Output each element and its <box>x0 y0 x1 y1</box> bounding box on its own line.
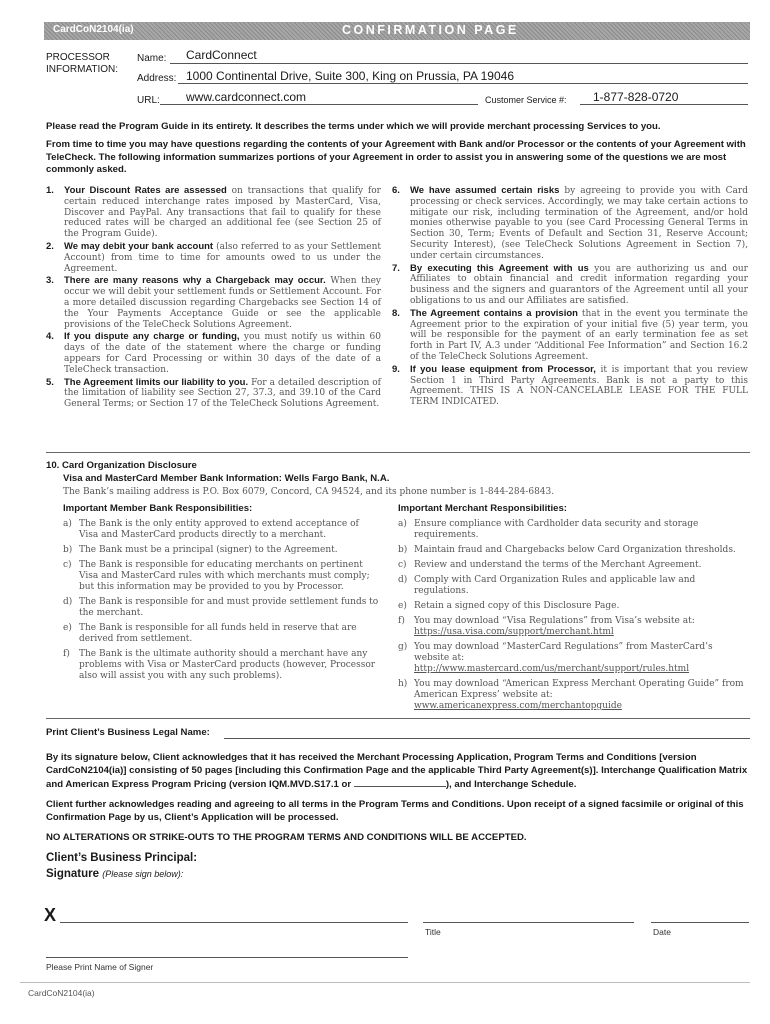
amex-link[interactable]: www.americanexpress.com/merchantopguide <box>414 701 622 711</box>
signature-hint: (Please sign below): <box>102 869 184 879</box>
acknowledgement-paragraph-2: Client further acknowledges reading and agreeing to all terms in the Program Terms and Conditions. Upon receipt of a signed facsimile or original of this Confirmation Page by us, Client’s Application will be processed. <box>46 799 744 823</box>
list-text: Review and understand the terms of the Merchant Agreement. <box>414 560 702 570</box>
item-title: By executing this Agreement with us <box>410 262 589 274</box>
processor-url-value[interactable]: www.cardconnect.com <box>186 90 307 104</box>
processor-url-label: URL: <box>137 95 160 106</box>
acknowledgement-paragraph <box>46 752 750 792</box>
print-name-field[interactable] <box>46 957 408 958</box>
item-title: If you dispute any charge or funding, <box>64 331 240 343</box>
title-field[interactable] <box>423 922 634 923</box>
date-label: Date <box>653 927 671 937</box>
signature-heading <box>46 868 183 880</box>
item-3 <box>46 276 381 330</box>
list-item <box>398 601 750 612</box>
item-7 <box>392 264 748 307</box>
item-title: We have assumed certain risks <box>410 185 560 196</box>
item-text: that in the event you terminate the Agreement prior to the expiration of your initial five (5) year term, you will be responsible for the payment of an early termination fee as set forth in Part IV, A.3 under “Additional Fee Information” and Section 16.2 of the TeleCheck Solutions Agreement. <box>410 308 748 362</box>
merchant-list <box>398 519 750 716</box>
list-text: Retain a signed copy of this Disclosure Page. <box>414 601 620 611</box>
date-field[interactable] <box>651 922 749 923</box>
item-title: There are many reasons why a Chargeback may occur. <box>64 275 326 287</box>
list-letter: b) <box>63 545 73 555</box>
section10-mailing: The Bank’s mailing address is P.O. Box 6079, Concord, CA 94524, and its phone number is 1-844-284-6843. <box>63 487 555 497</box>
item-title: If you lease equipment from Processor, <box>410 363 596 375</box>
customer-service-line <box>580 104 748 105</box>
item-number: 9. <box>392 363 400 375</box>
processor-name-label: Name: <box>137 53 167 64</box>
items-left-column <box>46 186 381 412</box>
customer-service-value[interactable]: 1-877-828-0720 <box>593 90 679 104</box>
item-number: 5. <box>46 376 54 388</box>
title-label: Title <box>425 927 441 937</box>
processor-url-line <box>160 104 478 105</box>
list-item <box>63 623 379 645</box>
signature-label: Signature <box>46 868 100 880</box>
list-letter: d) <box>398 575 408 585</box>
item-text: you must notify us within 60 days of the date of the statement where the charge or funding appears for Card Processing or within 30 days of the date of a TeleCheck transaction. <box>64 332 381 375</box>
list-item <box>398 616 750 638</box>
header-bar <box>44 22 750 40</box>
item-number: 4. <box>46 331 54 343</box>
list-item <box>63 597 379 619</box>
section-divider <box>46 452 750 453</box>
footer-rule <box>20 982 750 983</box>
list-letter: b) <box>398 545 408 555</box>
list-text: The Bank is the ultimate authority should a merchant have any problems with Visa or MasterCard products (however, Processor also will assist you with any such problems). <box>79 649 376 681</box>
processor-name-value[interactable]: CardConnect <box>186 48 257 62</box>
version-field[interactable] <box>354 777 446 787</box>
item-5 <box>46 378 381 410</box>
section10-bank-line: Visa and MasterCard Member Bank Information: Wells Fargo Bank, N.A. <box>63 473 390 484</box>
item-text: on transactions that qualify for certain reduced interchange rates imposed by MasterCard, Visa, Discover and PayPal. Any transactions that fail to qualify for these reduced rates will be charged an additional fee (see Section 25 of the Program Guide). <box>64 186 381 240</box>
processor-address-line <box>178 83 748 84</box>
list-text: Maintain fraud and Chargebacks below Card Organization thresholds. <box>414 545 736 555</box>
item-number: 7. <box>392 262 400 274</box>
item-9 <box>392 365 748 408</box>
item-text: it is important that you review Section 1 in Third Party Agreements. Bank is not a party to this Agreement. THIS IS A NON-CANCELABLE LEASE FOR THE FULL TERM INDICATED. <box>410 364 748 408</box>
list-item <box>63 545 379 556</box>
item-title: The Agreement contains a provision <box>410 307 578 319</box>
list-letter: a) <box>63 519 72 529</box>
item-title: We may debit your bank account <box>64 240 214 252</box>
list-item <box>398 545 750 556</box>
customer-service-label: Customer Service #: <box>485 95 567 105</box>
list-text: The Bank is responsible for and must provide settlement funds to the merchant. <box>79 597 379 618</box>
list-letter: f) <box>63 649 70 659</box>
item-text: by agreeing to provide you with Card processing or check services. Accordingly, we may take certain actions to mitigate our risk, including termination of the Agreement, and/or hold monies otherwise payable to you (see Card Processing General Terms in Section 30, Term; Events of Default and Section 31, Reserve Account; Security Interest), (see TeleCheck Solutions Agreement in Section 7), under certain circumstances. <box>410 186 748 261</box>
list-letter: a) <box>398 519 407 529</box>
intro-paragraph-2: From time to time you may have questions regarding the contents of your Agreement with Bank and/or Processor or the contents of your Agreement with TeleCheck. The following information summarizes portions of your Agreement in order to assist you in answering some of the questions we are most commonly asked. <box>46 139 746 175</box>
item-4 <box>46 332 381 375</box>
signature-x-mark: X <box>44 905 57 925</box>
item-1 <box>46 186 381 240</box>
list-text: The Bank is responsible for educating merchants on pertinent Visa and MasterCard rules with which merchants must comply; but this information may be provided to you by Processor. <box>79 560 370 592</box>
list-letter: h) <box>398 679 408 689</box>
processor-address-label: Address: <box>137 73 177 84</box>
list-text: You may download “American Express Merchant Operating Guide” from American Express’ website at: <box>414 679 744 700</box>
item-text: When they occur we will debit your settlement funds or Settlement Account. For a more detailed discussion regarding Chargebacks see Section 14 of the Your Payments Acceptance Guide or see the applicable provisions of the TeleCheck Solutions Agreement. <box>64 276 381 330</box>
intro-paragraph-1: Please read the Program Guide in its entirety. It describes the terms under which we will provide merchant processing Services to you. <box>46 121 661 132</box>
list-text: Ensure compliance with Cardholder data security and storage requirements. <box>414 519 699 540</box>
item-number: 6. <box>392 185 400 196</box>
list-text: The Bank is responsible for all funds held in reserve that are derived from settlement. <box>79 623 357 644</box>
list-letter: c) <box>398 560 407 570</box>
item-text: (also referred to as your Settlement Account) from time to time for amounts owed to us under the Agreement. <box>64 241 382 274</box>
item-number: 1. <box>46 185 54 196</box>
merchant-heading: Important Merchant Responsibilities: <box>398 503 567 514</box>
signature-field[interactable] <box>60 922 408 923</box>
processor-address-value[interactable]: 1000 Continental Drive, Suite 300, King on Prussia, PA 19046 <box>186 69 514 83</box>
processor-section-label-2: INFORMATION: <box>46 64 119 75</box>
form-code: CardCoN2104(ia) <box>53 24 134 35</box>
list-letter: c) <box>63 560 72 570</box>
item-2 <box>46 242 381 274</box>
page-title: CONFIRMATION PAGE <box>342 23 519 37</box>
list-item <box>398 642 750 675</box>
list-letter: e) <box>398 601 407 611</box>
item-8 <box>392 309 748 363</box>
item-number: 8. <box>392 307 400 319</box>
item-title: Your Discount Rates are assessed <box>64 185 227 196</box>
footer-form-code: CardCoN2104(ia) <box>28 988 95 998</box>
item-text: For a detailed description of the limitation of liability see Section 27, 37.3, and 39.10 of the Card General Terms; or Section 17 of the TeleCheck Solutions Agreement. <box>64 377 381 410</box>
list-text: You may download “Visa Regulations” from Visa’s website at: <box>414 616 695 626</box>
member-bank-list <box>63 519 379 686</box>
member-bank-heading: Important Member Bank Responsibilities: <box>63 503 253 514</box>
list-letter: e) <box>63 623 72 633</box>
items-right-column <box>392 186 748 410</box>
list-item <box>63 519 379 541</box>
visa-link[interactable]: https://usa.visa.com/support/merchant.html <box>414 627 614 637</box>
list-item <box>63 560 379 593</box>
legal-name-field[interactable] <box>224 738 750 739</box>
item-number: 2. <box>46 240 54 252</box>
section10-title: 10. Card Organization Disclosure <box>46 460 197 471</box>
list-text: Comply with Card Organization Rules and applicable law and regulations. <box>414 575 696 596</box>
list-letter: g) <box>398 642 408 652</box>
print-name-label: Please Print Name of Signer <box>46 962 154 972</box>
list-text: You may download “MasterCard Regulations” from MasterCard’s website at: <box>414 642 713 663</box>
item-6 <box>392 186 748 262</box>
item-title: The Agreement limits our liability to you. <box>64 376 249 388</box>
legal-name-label: Print Client’s Business Legal Name: <box>46 727 210 738</box>
list-text: The Bank must be a principal (signer) to the Agreement. <box>79 545 338 555</box>
list-item <box>398 679 750 712</box>
business-principal-heading: Client’s Business Principal: <box>46 852 198 864</box>
item-text: you are authorizing us and our Affiliates to obtain financial and credit information regarding your business and the signers and guarantors of the Agreement until all your obligations to us and our Affiliates are satisfied. <box>410 263 748 306</box>
section10-bottom-rule <box>46 718 750 719</box>
list-letter: f) <box>398 616 405 626</box>
list-text: The Bank is the only entity approved to extend acceptance of Visa and MasterCard products directly to a merchant. <box>79 519 359 540</box>
item-number: 3. <box>46 275 54 287</box>
list-item <box>398 575 750 597</box>
ack-text: By its signature below, Client acknowledges that it has received the Merchant Processing Application, Program Terms and Conditions [version CardCoN2104(ia)] consisting of 50 pages [including this Confirmation Page and the applicable Third Party Agreement(s)]. Interchange Qualification Matrix and American Express Program Pricing (version IQM.MVD.S17.1 or <box>46 752 748 790</box>
ack-text-end: ), and Interchange Schedule. <box>445 779 577 790</box>
no-alterations-notice: NO ALTERATIONS OR STRIKE-OUTS TO THE PROGRAM TERMS AND CONDITIONS WILL BE ACCEPTED. <box>46 832 527 843</box>
list-item <box>398 519 750 541</box>
list-letter: d) <box>63 597 73 607</box>
processor-name-line <box>170 63 748 64</box>
list-item <box>63 649 379 682</box>
processor-section-label-1: PROCESSOR <box>46 52 110 63</box>
list-item <box>398 560 750 571</box>
mastercard-link[interactable]: http://www.mastercard.com/us/merchant/support/rules.html <box>414 664 690 674</box>
